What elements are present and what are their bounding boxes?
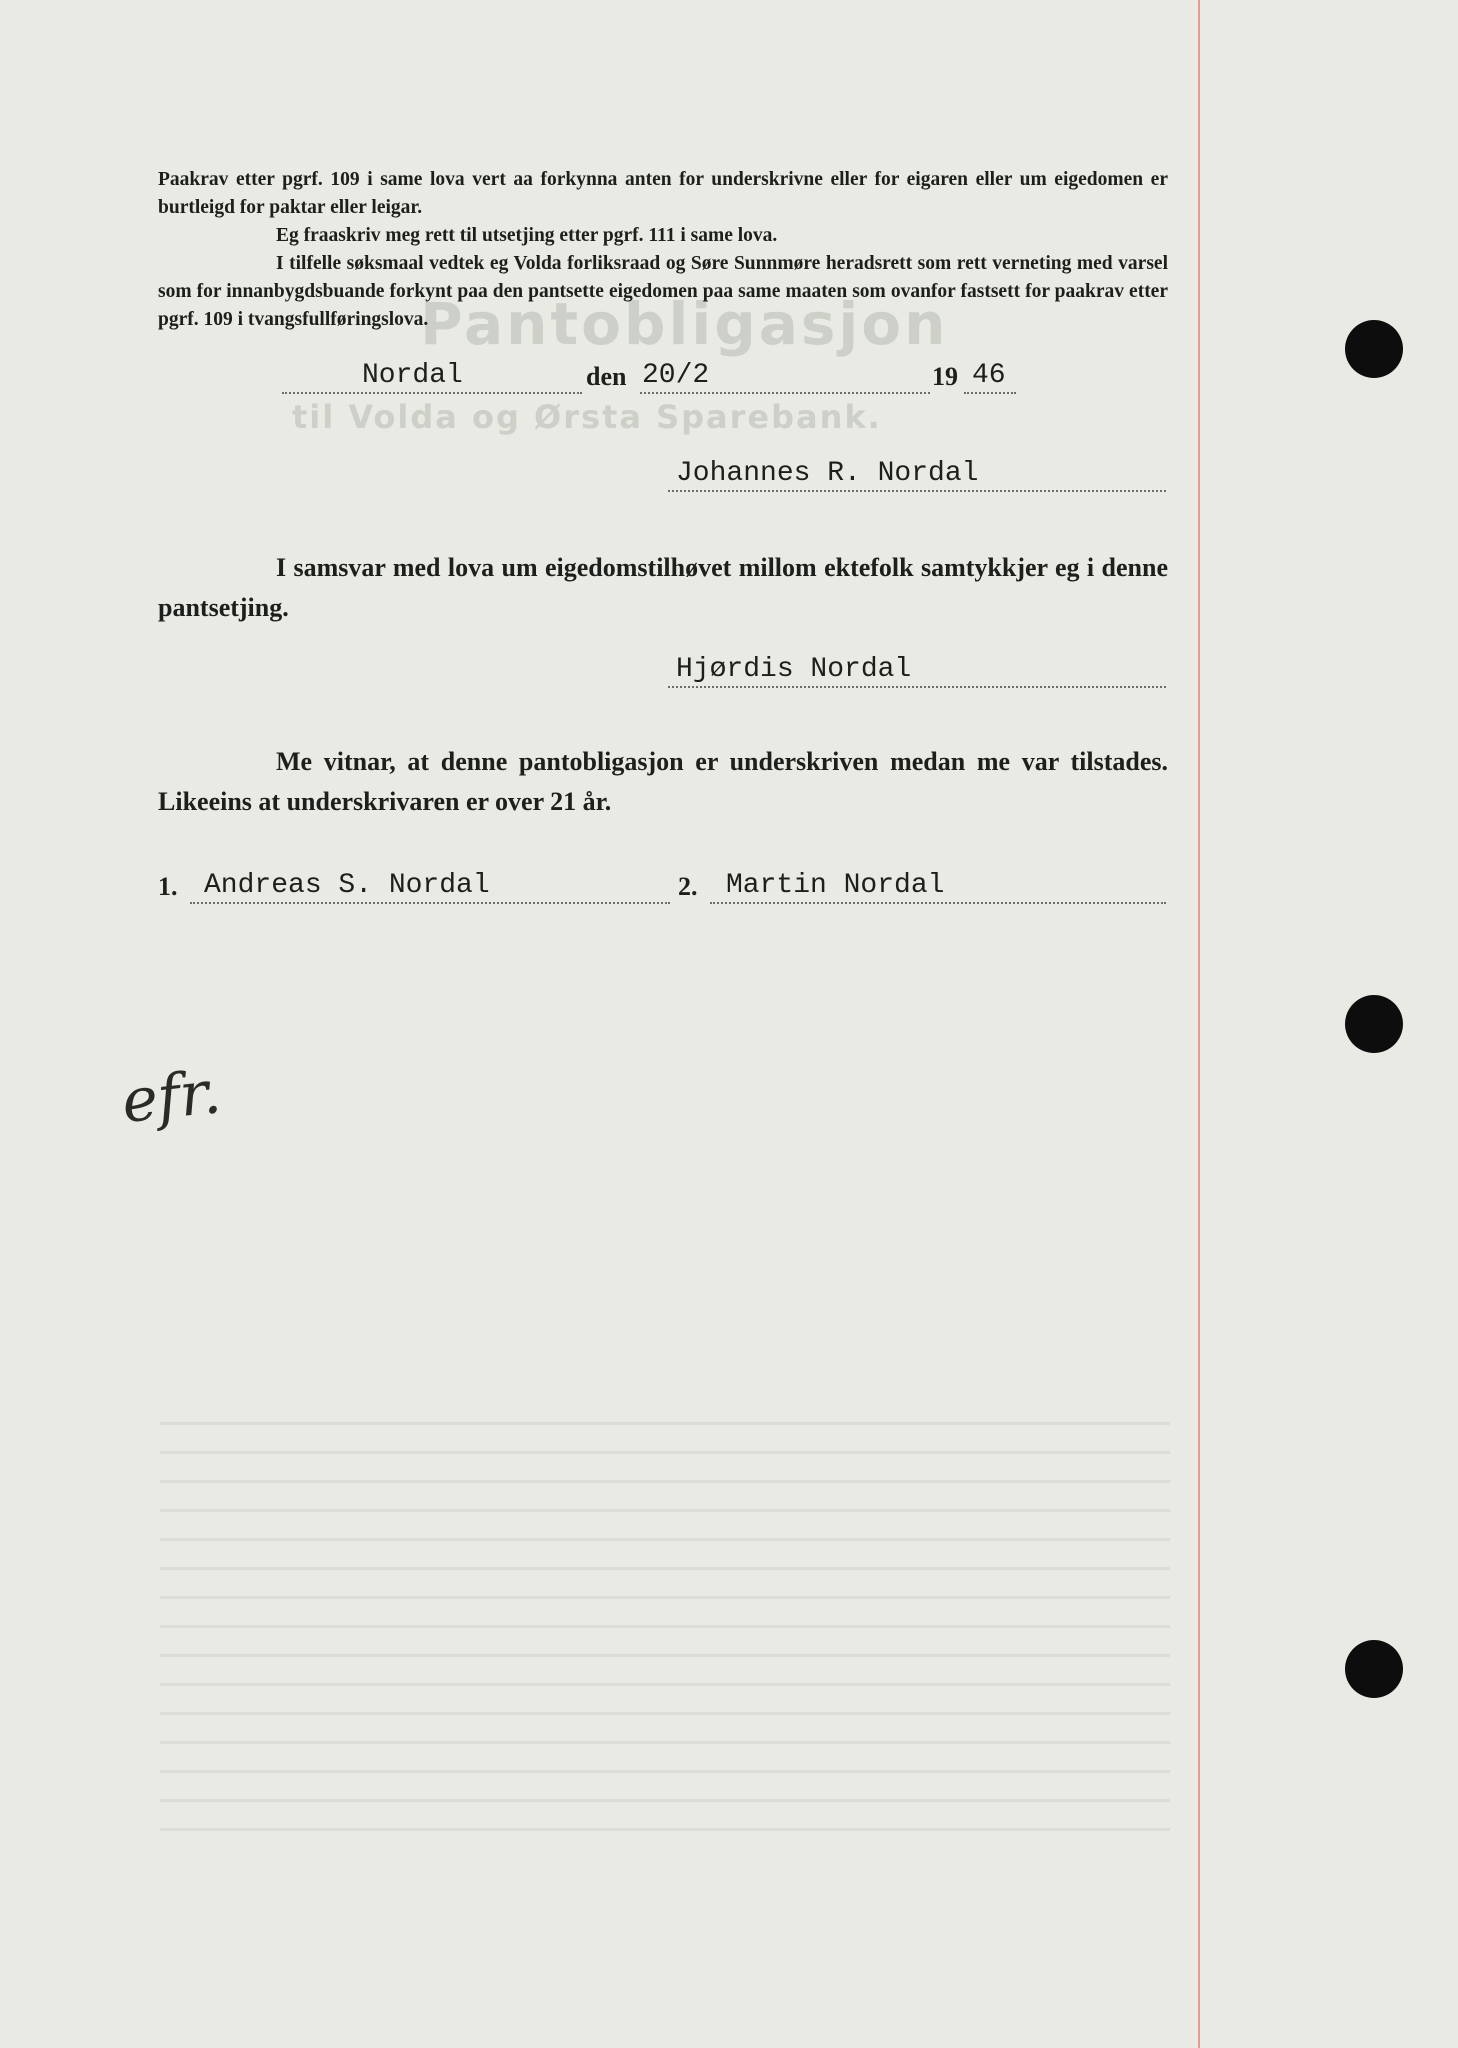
consent-signer-name: Hjørdis Nordal (676, 654, 912, 685)
bleed-through-subtitle: til Volda og Ørsta Sparebank. (292, 398, 882, 436)
consent-paragraph: I samsvar med lova um eigedomstilhøvet millom ektefolk samtykkjer eg i denne pantsetjing. (158, 553, 1168, 622)
signer-name: Johannes R. Nordal (676, 458, 979, 489)
year-suffix: 46 (972, 360, 1006, 391)
punch-hole-bottom (1345, 1640, 1403, 1698)
signer-dotted-line (668, 490, 1166, 492)
den-label: den (586, 362, 627, 391)
punch-hole-top (1345, 320, 1403, 378)
witness-1-dotted-line (190, 902, 670, 904)
witness-2-dotted-line (710, 902, 1166, 904)
consent-dotted-line (668, 686, 1166, 688)
paragraph-2: Eg fraaskriv meg rett til utsetjing etter pgrf. 111 i same lova. (276, 225, 778, 246)
paragraph-1: Paakrav etter pgrf. 109 i same lova vert aa forkynna anten for underskrivne eller for eigaren eller um eigedomen er burtleigd for paktar eller leigar. (158, 169, 1168, 218)
consent-text (158, 548, 1168, 628)
year-dotted-line (964, 392, 1016, 394)
witness-1-name: Andreas S. Nordal (204, 870, 490, 901)
bleed-through-lines (160, 1410, 1170, 1840)
date-dotted-line (640, 392, 930, 394)
red-margin-line (1198, 0, 1200, 2048)
paragraph-3: I tilfelle søksmaal vedtek eg Volda forliksraad og Søre Sunnmøre heradsrett som rett verneting med varsel som for innanbygdsbuande forkynt paa den pantsette eigedomen paa same maaten som ovanfor fastsett for paakrav etter pgrf. 109 i tvangsfullføringslova. (158, 253, 1168, 330)
witness-1-number: 1. (158, 872, 178, 901)
place-dotted-line (282, 392, 582, 394)
date-value: 20/2 (642, 360, 710, 391)
year-prefix: 19 (932, 362, 958, 391)
terms-paragraphs (158, 166, 1168, 334)
bleed-through-title: Pantobligasjon (420, 290, 949, 358)
punch-hole-middle (1345, 995, 1403, 1053)
handwritten-note: efr. (118, 1057, 225, 1137)
place-value: Nordal (362, 360, 463, 391)
witness-text (158, 742, 1168, 822)
witness-2-name: Martin Nordal (726, 870, 945, 901)
witness-paragraph: Me vitnar, at denne pantobligasjon er underskriven medan me var tilstades. Likeeins at underskrivaren er over 21 år. (158, 747, 1168, 816)
witness-2-number: 2. (678, 872, 698, 901)
